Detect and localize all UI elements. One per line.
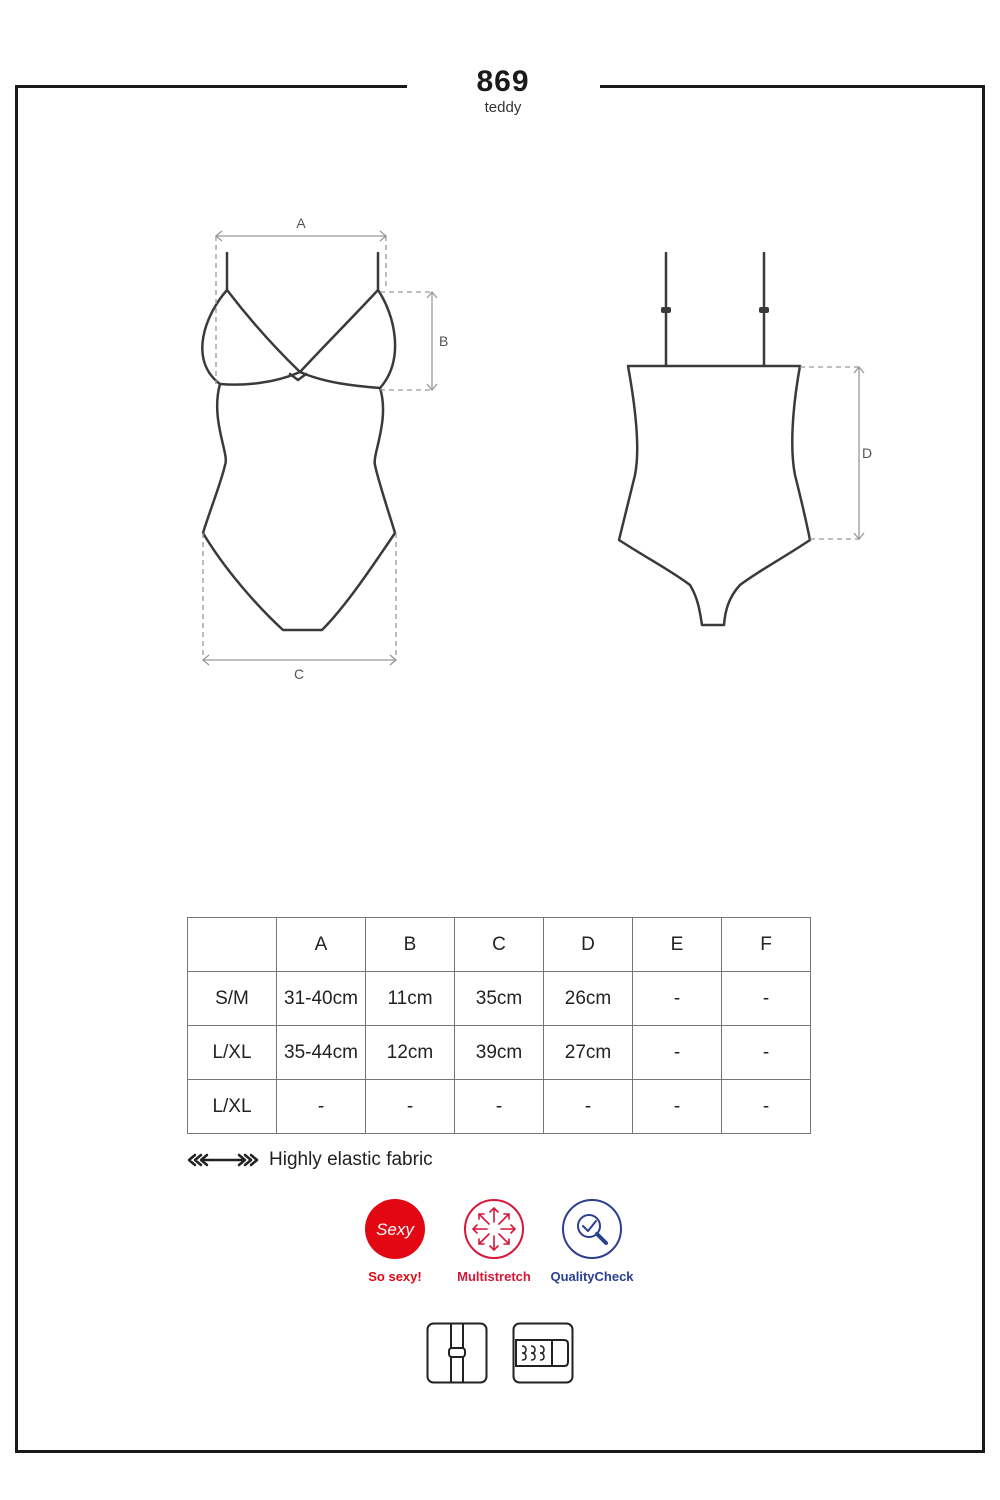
size-table [187,917,811,1134]
table-cell: 35cm [455,972,544,1026]
table-cell: 39cm [455,1026,544,1080]
fabric-note [187,1146,433,1174]
badge-multistretch [444,1198,544,1284]
multistretch-icon [463,1198,525,1260]
table-row [188,972,811,1026]
table-row [188,1080,811,1134]
badge-quality-check [542,1198,642,1284]
table-cell: - [633,972,722,1026]
table-row [188,1026,811,1080]
front-measure-guides [203,231,437,665]
adjustable-strap-icon [426,1322,488,1384]
sexy-badge-text: Sexy [376,1220,414,1239]
frame-bottom [15,1450,985,1453]
row-size-label: S/M [188,972,277,1026]
badge-so-sexy [345,1198,445,1284]
table-cell: - [722,1026,811,1080]
model-type: teddy [484,99,522,116]
table-corner-cell [188,918,277,972]
table-cell: 35-44cm [277,1026,366,1080]
badge-caption: Multistretch [457,1269,531,1284]
table-cell: 12cm [366,1026,455,1080]
model-number: 869 [476,65,530,98]
table-header-cell: E [633,918,722,972]
sexy-badge-icon [364,1198,426,1260]
table-cell: - [544,1080,633,1134]
front-garment-outline [202,253,395,630]
table-header-cell: B [366,918,455,972]
back-measure-guides [800,367,864,539]
table-cell: - [366,1080,455,1134]
table-cell: 26cm [544,972,633,1026]
quality-check-icon [561,1198,623,1260]
table-header-cell: A [277,918,366,972]
label-b: B [439,333,449,349]
row-size-label: L/XL [188,1080,277,1134]
row-size-label: L/XL [188,1026,277,1080]
badge-caption: QualityCheck [550,1269,634,1284]
table-cell: - [633,1080,722,1134]
table-cell: - [277,1080,366,1134]
table-header-cell: F [722,918,811,972]
badge-caption: So sexy! [368,1269,422,1284]
table-header-cell: D [544,918,633,972]
table-cell: - [633,1026,722,1080]
table-cell: - [722,972,811,1026]
table-cell: 11cm [366,972,455,1026]
hook-and-eye-closure-icon [512,1322,574,1384]
table-header-cell: C [455,918,544,972]
table-cell: 31-40cm [277,972,366,1026]
front-view-diagram [0,0,1000,720]
back-garment-outline [619,253,810,625]
back-strap-adjusters [661,307,769,313]
fabric-note-text: Highly elastic fabric [269,1149,433,1170]
table-header-row [188,918,811,972]
table-cell: - [455,1080,544,1134]
table-cell: - [722,1080,811,1134]
label-c: C [293,666,305,682]
table-cell: 27cm [544,1026,633,1080]
label-a: A [296,215,306,231]
elastic-arrow-icon [187,1153,259,1167]
label-d: D [862,445,873,461]
